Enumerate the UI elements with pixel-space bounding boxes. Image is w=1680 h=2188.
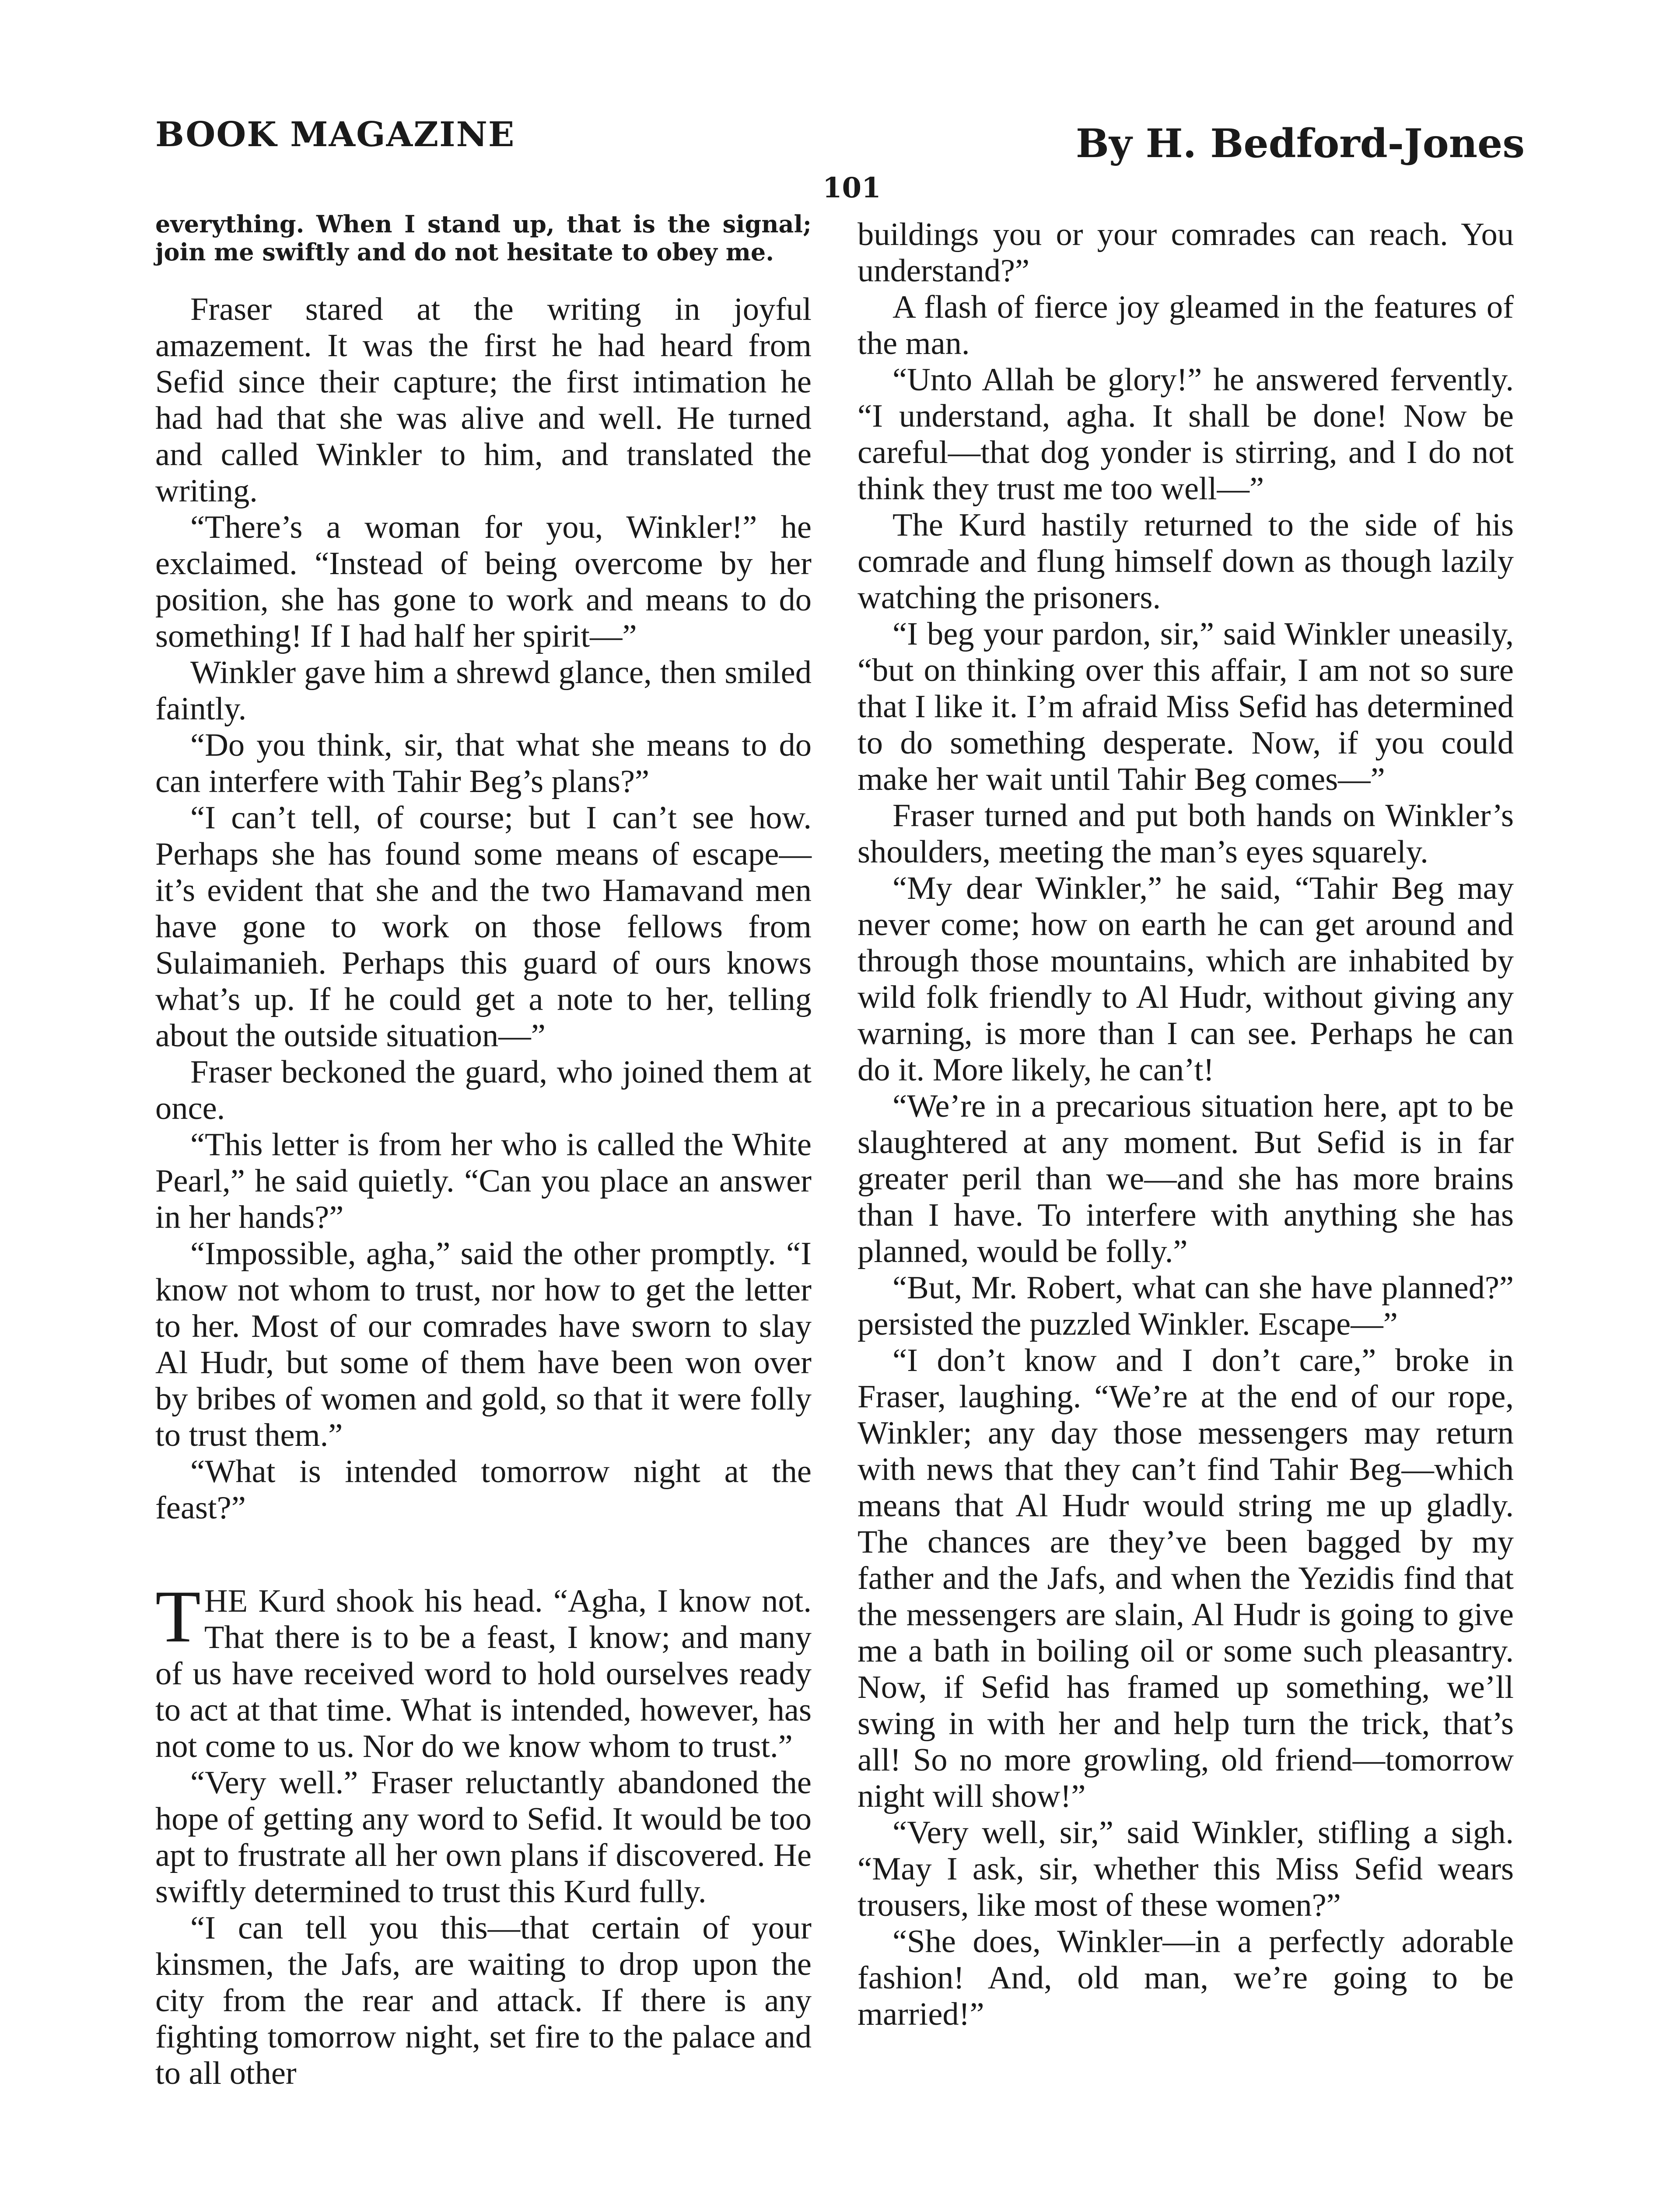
letter-excerpt: everything. When I stand up, that is the signal; join me swiftly and do not hesitate to obey me. xyxy=(155,210,812,266)
paragraph: Fraser beckoned the guard, who joined them at once. xyxy=(155,1054,812,1126)
paragraph: “I beg your pardon, sir,” said Winkler uneasily, “but on thinking over this affair, I am not so sure that I like it. I’m afraid Miss Sefid has determined to do something desperate. Now, if you could make her wait until Tahir Beg comes—” xyxy=(858,616,1514,797)
paragraph: “Very well, sir,” said Winkler, stifling a sigh. “May I ask, sir, whether this Miss Sefid wears trousers, like most of these women?” xyxy=(858,1815,1514,1923)
magazine-title: BOOK MAGAZINE xyxy=(155,115,515,154)
paragraph: “There’s a woman for you, Winkler!” he exclaimed. “Instead of being overcome by her position, she has gone to work and means to do something! If I had half her spirit—” xyxy=(155,509,812,654)
paragraph: Winkler gave him a shrewd glance, then smiled faintly. xyxy=(155,655,812,727)
paragraph: Fraser stared at the writing in joyful amazement. It was the first he had heard from Sefid since their capture; the first intimation he had had that she was alive and well. He turned and called Winkler to him, and translated the writing. xyxy=(155,291,812,509)
paragraph: “Do you think, sir, that what she means to do can interfere with Tahir Beg’s plans?” xyxy=(155,727,812,799)
paragraph-text: HE Kurd shook his head. “Agha, I know not. That there is to be a feast, I know; and many of us have received word to hold ourselves ready to act at that time. What is intended, however, has not come to us. Nor do we know whom to trust.” xyxy=(155,1583,812,1764)
right-column xyxy=(858,217,1514,2033)
author-byline: By H. Bedford-Jones xyxy=(1075,120,1525,167)
paragraph: “This letter is from her who is called the White Pearl,” he said quietly. “Can you place an answer in her hands?” xyxy=(155,1127,812,1235)
paragraph: “My dear Winkler,” he said, “Tahir Beg may never come; how on earth he can get around and through those mountains, which are inhabited by wild folk friendly to Al Hudr, without giving any warning, is more than I can see. Perhaps he can do it. More likely, he can’t! xyxy=(858,870,1514,1088)
paragraph: “We’re in a precarious situation here, apt to be slaughtered at any moment. But Sefid is in far greater peril than we—and she has more brains than I have. To interfere with anything she has planned, would be folly.” xyxy=(858,1088,1514,1269)
paragraph: A flash of fierce joy gleamed in the features of the man. xyxy=(858,289,1514,361)
paragraph: Fraser turned and put both hands on Winkler’s shoulders, meeting the man’s eyes squarely. xyxy=(858,798,1514,870)
left-column xyxy=(155,210,812,2092)
paragraph: “She does, Winkler—in a perfectly adorable fashion! And, old man, we’re going to be married!” xyxy=(858,1924,1514,2032)
paragraph: “But, Mr. Robert, what can she have planned?” persisted the puzzled Winkler. Escape—” xyxy=(858,1270,1514,1342)
paragraph: “I can tell you this—that certain of your kinsmen, the Jafs, are waiting to drop upon the city from the rear and attack. If there is any fighting tomorrow night, set fire to the palace and to all other xyxy=(155,1910,812,2091)
section-start-paragraph xyxy=(155,1575,812,1765)
paragraph: “I don’t know and I don’t care,” broke in Fraser, laughing. “We’re at the end of our rope, Winkler; any day those messengers may return with news that they can’t find Tahir Beg—which means that Al Hudr would string me up gladly. The chances are they’ve been bagged by my father and the Jafs, and when the Yezidis find that the messengers are slain, Al Hudr is going to give me a bath in boiling oil or some such pleasantry. Now, if Sefid has framed up something, we’ll swing in with her and help turn the trick, that’s all! So no more growling, old friend—tomorrow night will show!” xyxy=(858,1343,1514,1814)
drop-cap: T xyxy=(155,1575,201,1658)
paragraph: “Very well.” Fraser reluctantly abandoned the hope of getting any word to Sefid. It would be too apt to frustrate all her own plans if discovered. He swiftly determined to trust this Kurd fully. xyxy=(155,1765,812,1910)
paragraph-continuation: buildings you or your comrades can reach. You understand?” xyxy=(858,217,1514,289)
paragraph: “Unto Allah be glory!” he answered fervently. “I understand, agha. It shall be done! Now be careful—that dog yonder is stirring, and I do not think they trust me too well—” xyxy=(858,362,1514,507)
page-number: 101 xyxy=(822,172,881,204)
paragraph: “Impossible, agha,” said the other promptly. “I know not whom to trust, nor how to get the letter to her. Most of our comrades have sworn to slay Al Hudr, but some of them have been won over by bribes of women and gold, so that it were folly to trust them.” xyxy=(155,1236,812,1453)
paragraph: The Kurd hastily returned to the side of his comrade and flung himself down as though lazily watching the prisoners. xyxy=(858,507,1514,616)
paragraph: “I can’t tell, of course; but I can’t see how. Perhaps she has found some means of escape—it’s evident that she and the two Hamavand men have gone to work on those fellows from Sulaimanieh. Perhaps this guard of ours knows what’s up. If he could get a note to her, telling about the outside situation—” xyxy=(155,800,812,1054)
paragraph: “What is intended tomorrow night at the feast?” xyxy=(155,1454,812,1526)
